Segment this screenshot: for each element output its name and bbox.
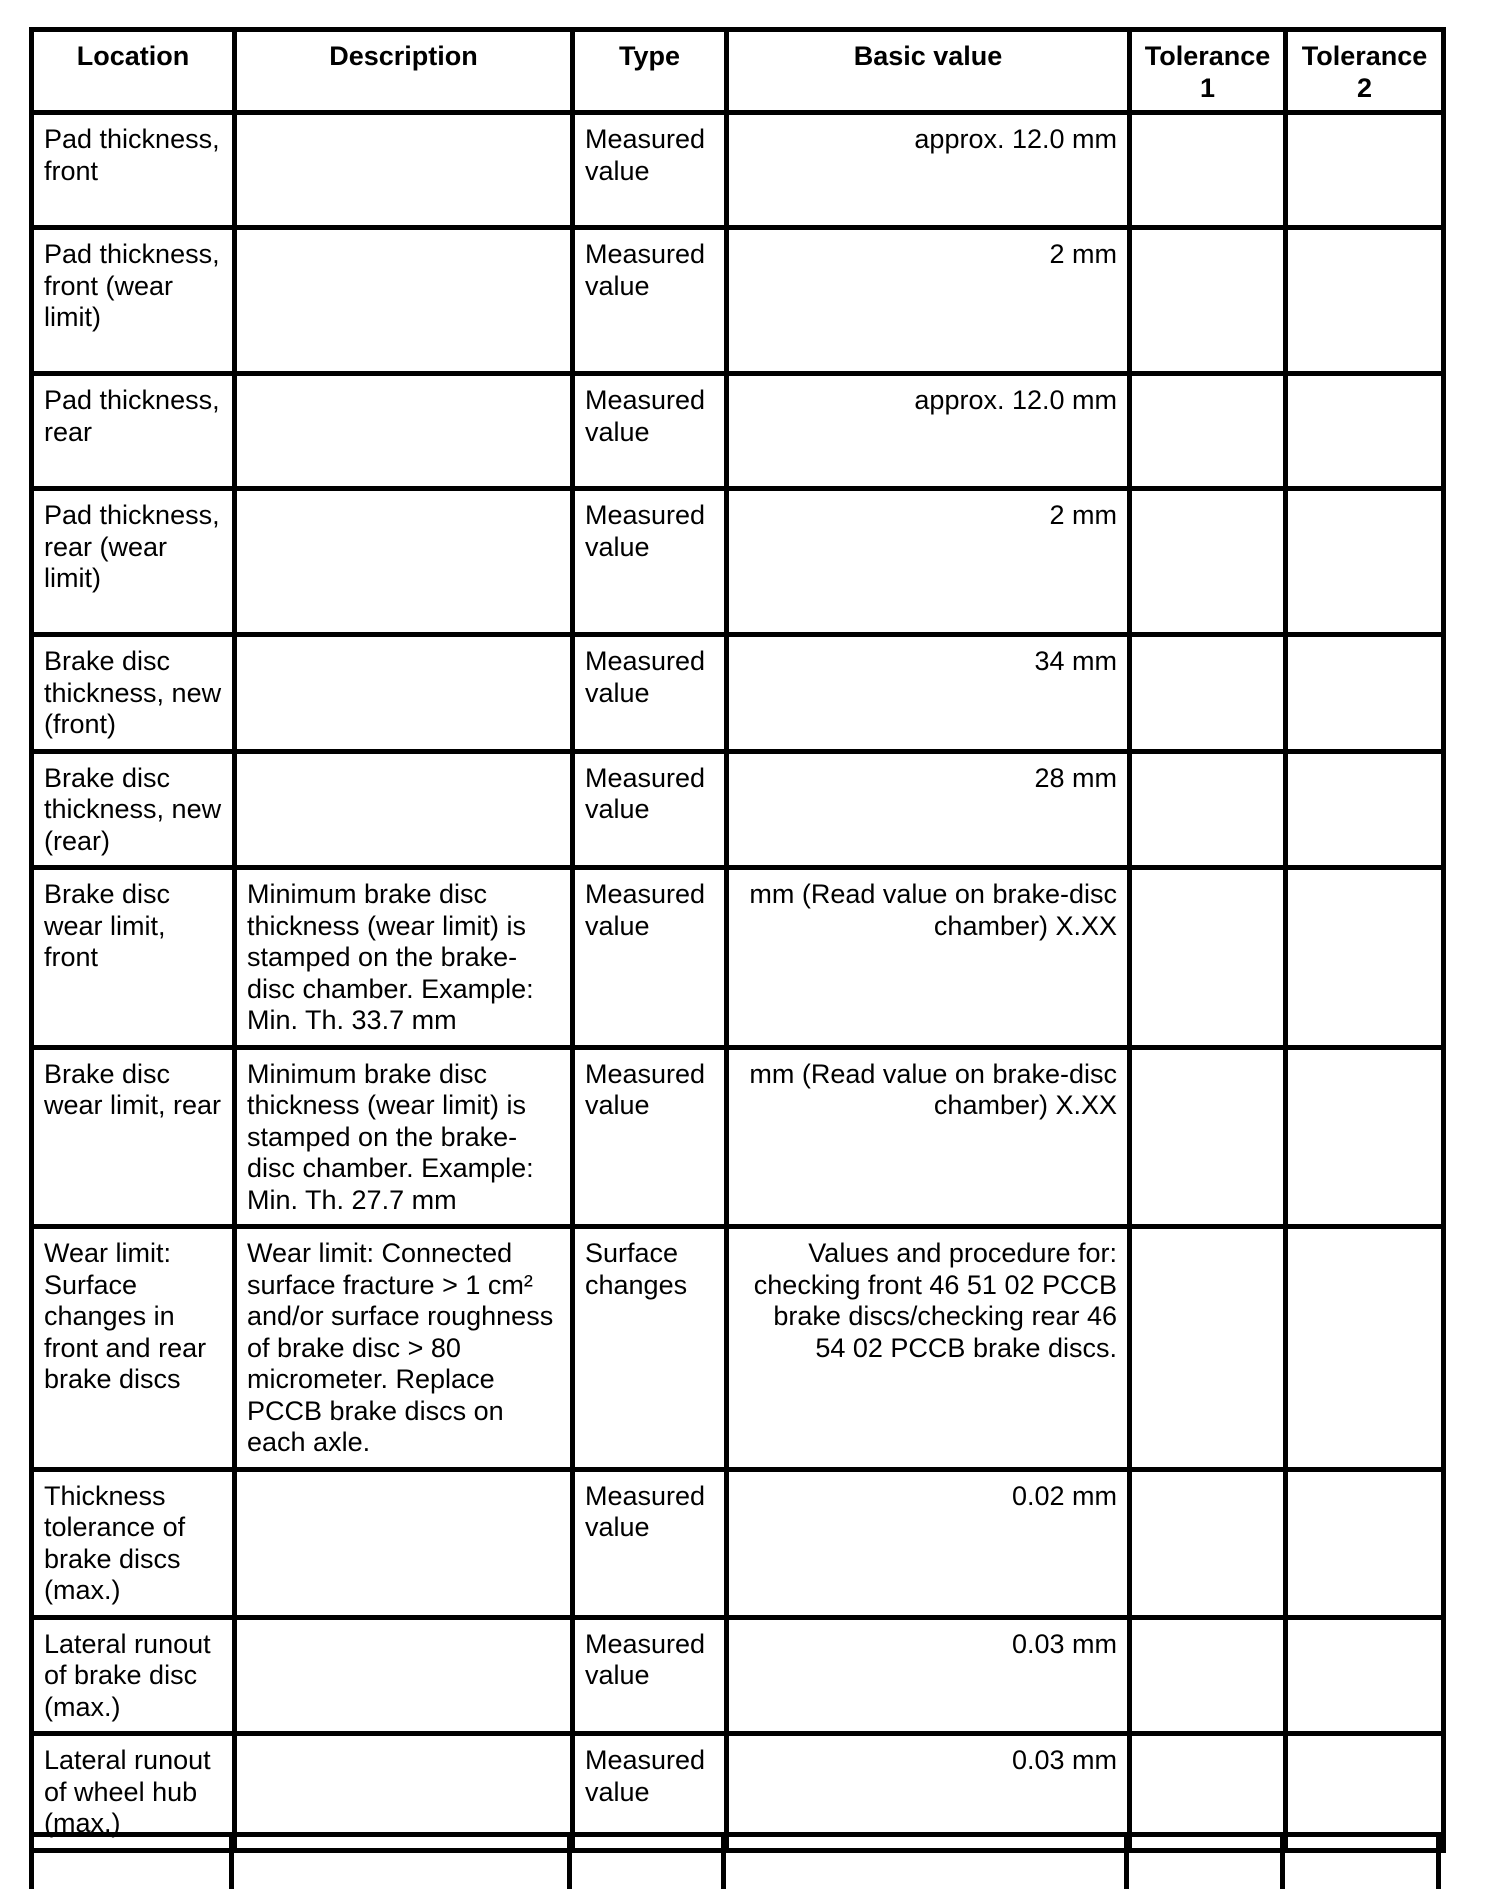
table-continuation — [29, 1832, 1441, 1884]
header-tolerance-2: Tolerance 2 — [1286, 30, 1444, 113]
continuation-rule — [721, 1837, 726, 1889]
cell-tolerance-2 — [1286, 489, 1444, 635]
cell-type: Measured value — [573, 489, 727, 635]
header-tolerance-1: Tolerance 1 — [1130, 30, 1286, 113]
cell-description — [235, 489, 573, 635]
header-location: Location — [32, 30, 235, 113]
cell-tolerance-1 — [1130, 489, 1286, 635]
continuation-rule — [29, 1837, 34, 1889]
cell-location: Thickness tolerance of brake discs (max.) — [32, 1469, 235, 1617]
cell-location: Pad thickness, front — [32, 113, 235, 228]
spec-sheet — [29, 27, 1441, 1853]
cell-location: Brake disc thickness, new (rear) — [32, 751, 235, 868]
cell-basic-value: 2 mm — [727, 228, 1130, 374]
cell-location: Pad thickness, rear — [32, 374, 235, 489]
header-type: Type — [573, 30, 727, 113]
header-row — [32, 30, 1444, 113]
cell-tolerance-2 — [1286, 751, 1444, 868]
cell-type: Measured value — [573, 635, 727, 752]
cell-type: Surface changes — [573, 1227, 727, 1470]
cell-location: Pad thickness, front (wear limit) — [32, 228, 235, 374]
cell-basic-value: 0.03 mm — [727, 1617, 1130, 1734]
table-row — [32, 374, 1444, 489]
cell-type: Measured value — [573, 868, 727, 1048]
cell-tolerance-1 — [1130, 1227, 1286, 1470]
cell-basic-value: approx. 12.0 mm — [727, 113, 1130, 228]
cell-description: Minimum brake disc thickness (wear limit) is stamped on the brake-disc chamber. Example: Min. Th. 27.7 mm — [235, 1047, 573, 1227]
cell-basic-value: 28 mm — [727, 751, 1130, 868]
cell-tolerance-1 — [1130, 113, 1286, 228]
cell-location: Wear limit: Surface changes in front and rear brake discs — [32, 1227, 235, 1470]
cell-description — [235, 113, 573, 228]
cell-location: Pad thickness, rear (wear limit) — [32, 489, 235, 635]
cell-tolerance-2 — [1286, 635, 1444, 752]
table-row — [32, 489, 1444, 635]
cell-basic-value: Values and procedure for: checking front 46 51 02 PCCB brake discs/checking rear 46 54 02 PCCB brake discs. — [727, 1227, 1130, 1470]
continuation-rule — [567, 1837, 572, 1889]
cell-description: Wear limit: Connected surface fracture > 1 cm² and/or surface roughness of brake disc > 80 micrometer. Replace PCCB brake discs on each axle. — [235, 1227, 573, 1470]
cell-tolerance-2 — [1286, 1227, 1444, 1470]
cell-basic-value: mm (Read value on brake-disc chamber) X.XX — [727, 1047, 1130, 1227]
table-row — [32, 751, 1444, 868]
cell-basic-value: mm (Read value on brake-disc chamber) X.XX — [727, 868, 1130, 1048]
cell-description — [235, 374, 573, 489]
table-row — [32, 868, 1444, 1048]
cell-tolerance-2 — [1286, 374, 1444, 489]
continuation-rule — [1436, 1837, 1441, 1889]
cell-type: Measured value — [573, 1047, 727, 1227]
table-row — [32, 635, 1444, 752]
cell-tolerance-1 — [1130, 1469, 1286, 1617]
cell-basic-value: approx. 12.0 mm — [727, 374, 1130, 489]
cell-location: Brake disc wear limit, rear — [32, 1047, 235, 1227]
continuation-rule — [1280, 1837, 1285, 1889]
continuation-rule — [1124, 1837, 1129, 1889]
cell-tolerance-1 — [1130, 868, 1286, 1048]
cell-tolerance-1 — [1130, 228, 1286, 374]
cell-type: Measured value — [573, 751, 727, 868]
cell-type: Measured value — [573, 374, 727, 489]
table-row — [32, 228, 1444, 374]
table-row — [32, 113, 1444, 228]
cell-basic-value: 0.02 mm — [727, 1469, 1130, 1617]
cell-description — [235, 751, 573, 868]
cell-description — [235, 1469, 573, 1617]
cell-type: Measured value — [573, 1469, 727, 1617]
cell-description — [235, 228, 573, 374]
cell-type: Measured value — [573, 1617, 727, 1734]
cell-location: Lateral runout of wheel hub (max.) — [32, 1734, 235, 1851]
brake-spec-table — [29, 27, 1446, 1853]
table-row — [32, 1227, 1444, 1470]
cell-tolerance-1 — [1130, 374, 1286, 489]
continuation-rule — [229, 1837, 234, 1889]
table-row — [32, 1617, 1444, 1734]
cell-description — [235, 1617, 573, 1734]
cell-tolerance-2 — [1286, 1047, 1444, 1227]
cell-location: Brake disc thickness, new (front) — [32, 635, 235, 752]
cell-type: Measured value — [573, 228, 727, 374]
table-row — [32, 1469, 1444, 1617]
header-basic-value: Basic value — [727, 30, 1130, 113]
cell-type: Measured value — [573, 1734, 727, 1851]
cell-tolerance-2 — [1286, 113, 1444, 228]
cell-tolerance-2 — [1286, 1469, 1444, 1617]
cell-basic-value: 0.03 mm — [727, 1734, 1130, 1851]
cell-tolerance-2 — [1286, 228, 1444, 374]
cell-basic-value: 2 mm — [727, 489, 1130, 635]
cell-location: Lateral runout of brake disc (max.) — [32, 1617, 235, 1734]
cell-tolerance-2 — [1286, 1617, 1444, 1734]
cell-type: Measured value — [573, 113, 727, 228]
cell-tolerance-1 — [1130, 1617, 1286, 1734]
cell-tolerance-2 — [1286, 868, 1444, 1048]
cell-description: Minimum brake disc thickness (wear limit) is stamped on the brake-disc chamber. Example: Min. Th. 33.7 mm — [235, 868, 573, 1048]
table-row — [32, 1047, 1444, 1227]
cell-description — [235, 635, 573, 752]
cell-basic-value: 34 mm — [727, 635, 1130, 752]
cell-tolerance-1 — [1130, 1047, 1286, 1227]
cell-location: Brake disc wear limit, front — [32, 868, 235, 1048]
header-description: Description — [235, 30, 573, 113]
cell-tolerance-1 — [1130, 635, 1286, 752]
cell-tolerance-1 — [1130, 751, 1286, 868]
